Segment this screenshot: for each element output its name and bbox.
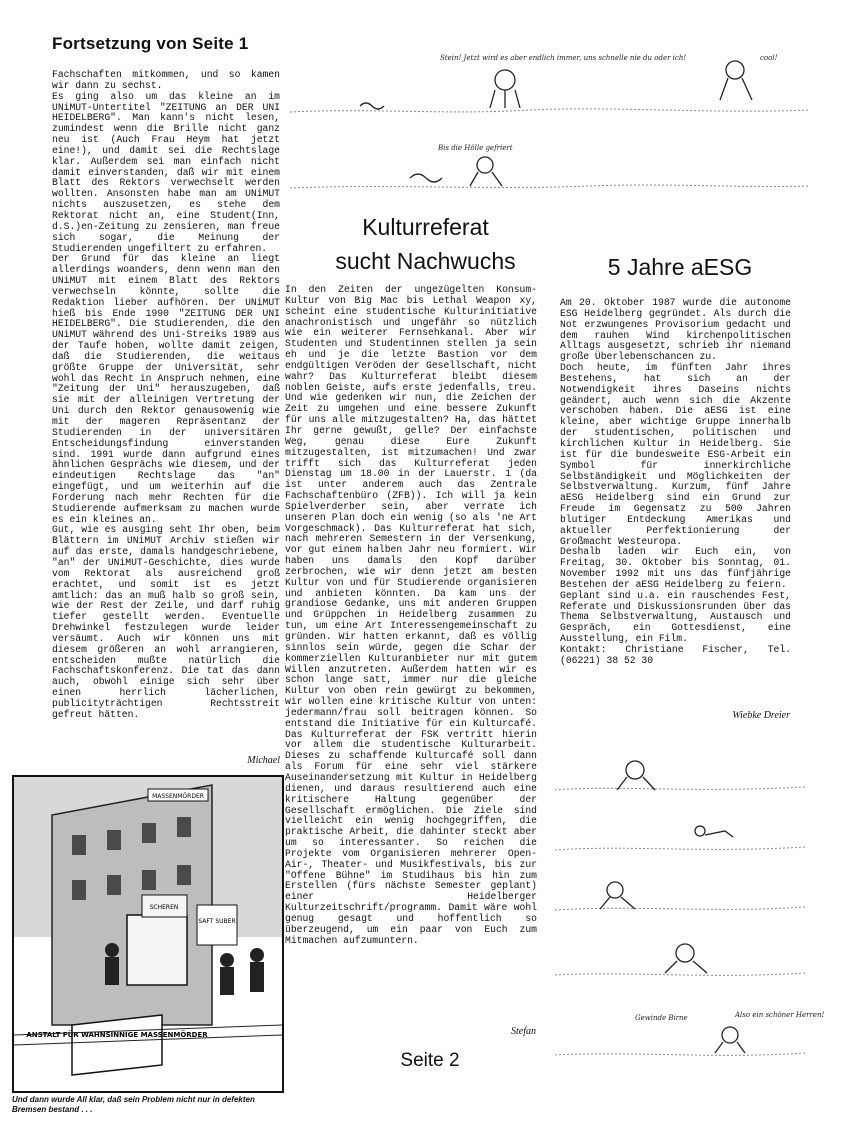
doodle-note-cool: cool! xyxy=(760,54,778,62)
right-signature: Wiebke Dreier xyxy=(732,710,790,721)
cartoon-caption: Und dann wurde All klar, daß sein Problem nicht nur in defekten Bremsen bestand . . . xyxy=(12,1095,255,1114)
right-article-body xyxy=(560,298,791,667)
cartoon-illustration xyxy=(12,775,284,1093)
left-paragraph: Gut, wie es ausging seht Ihr oben, beim Blättern im UNiMUT Archiv stießen wir auf das erste, damals handgeschriebene, "an" der UNiMUT-Geschichte, dies wurde vom Rektorat als ausreichend groß erachtet, und somit ist es jetzt amtlich: das an muß halb so groß sein, wie der Rest der Zeile, und darf ruhig tiefer gestellt werden. Eventuelle Drehwinkel festzulegen wurde leider versäumt. Auch wir können uns mit diesem größeren an wohl arrangieren, entscheiden mußte natürlich die Fachschaftskonferenz. Die tat das dann auch, obwohl einige sich sehr über einen herrlich lächerlichen, publicityträchtigen Rechtsstreit gefreut hätten. xyxy=(52,524,280,720)
building-sign-text: MASSENMÖRDER xyxy=(152,793,204,800)
right-paragraph: Doch heute, im fünften Jahr ihres Bestehens, hat sich an der Notwendigkeit ihres Daseins nichts geändert, auch wenn sich die Akzente verschoben haben. Die aESG ist eine kleine, aber wichtige Gruppe innerhalb der studentischen, politischen und kirchlichen Kultur in Heidelberg. Sie ist für die bundesweite ESG-Arbeit ein Symbol für innerkirchliche Selbständigkeit und Möglichkeiten der Selbstverwaltung. Kurzum, fünf Jahre aESG Heidelberg sind ein Grund zur Freude im Gegensatz zu 500 Jahren blutiger Entdeckung Amerikas und aktueller Perfektionierung der Großmacht Westeuropa. xyxy=(560,362,791,547)
doodle-strip-right xyxy=(555,735,825,1080)
doodle-note-bottom-right: Also ein schöner Herren! xyxy=(735,1011,825,1019)
doodle-column-right xyxy=(555,735,825,1080)
middle-article-body xyxy=(285,285,537,946)
right-article-title: 5 Jahre aESG xyxy=(607,254,753,280)
left-article-body xyxy=(52,70,280,721)
truck-sign-text: SCHEREN xyxy=(149,904,179,911)
doodle-note-bottom-left: Gewinde Birne xyxy=(635,1014,688,1022)
middle-paragraph: In den Zeiten der ungezügelten Konsum-Kultur von Big Mac bis Lethal Weapon xy, scheint eine studentische Kulturinitiative anachronistisch und ungefähr so nützlich wie ein weiterer Fernsehkanal. Aber wir Studenten und Studentinnen stellen ja sein eh und je die letzte Bastion vor dem endgültigen Veröden der Gesellschaft, nicht wahr? Das Kulturreferat bleibt diesem noblen Geiste, aufs erste jedenfalls, treu. Und wie gedenken wir nun, die Zeichen der Zeit zu umgehen und eine bessere Zukunft für uns alle mitzugestalten? Ha, das hättet Ihr gerne gewußt, gelle? Der einfachste Weg, genau diese Eure Zukunft mitzugestalten, ist mitzumachen! Und zwar trifft sich das Kulturreferat jeden Dienstag um 18.00 in der Lauerstr. 1 (da ist unter anderem auch das Zentrale Fachschaftenbüro (ZFB)). Ich will ja kein Spielverderber sein, aber verrate ich unseren Plan doch ein wenig (so als 'ne Art Vorgeschmack). Das Kulturreferat hat sich, nach mehreren Semestern in der Versenkung, vor gut einem halben Jahr neu formiert. Wir haben uns damals den Kopf darüber zerbrochen, wie wir denn jetzt am besten Kultur von und für Studierende organisieren und anbieten könnten. Da kam uns der grandiose Gedanke, uns mit anderen Gruppen und Grüppchen in Heidelberg zusammen zu tun, um eine Art Interessengemeinschaft zu gründen. Wir hatten erkannt, daß es völlig sinnlos sein würde, gegen die Schar der kommerziellen Kulturanbieter nur mit gutem Willen anzutreten. Außerdem hatten wir es schon lange satt, immer nur die gleiche Kultur von oben rein gewürgt zu bekommen, wir wollen eine kritische Kultur von unten: jedermann/frau soll beitragen können. So entstand die Initiative für ein Kulturcafé. Das Kulturreferat der FSK vertritt hierin vor allem die studentische Kulturarbeit. Dieses zu schaffende Kulturcafé soll dann als Forum für eine sehr viel stärkere Auseinandersetzung mit Kultur in Heidelberg dienen, und daraus resultierend auch eine kritischere Haltung gegenüber der Gesellschaft ermöglichen. Die Ziele sind vielleicht ein wenig hochgegriffen, die praktische Arbeit, die dahinter steckt aber um so interessanter. So reichen die Projekte vom Organisieren mehrerer Open-Air-, Theater- und Musikfestivals, bis zur "Offene Bühne" im Studihaus bis hin zum Erstellen (fürs nächste Semester geplant) einer Heidelberger Kulturzeitschrift/programm. Damit wäre wohl genug gesagt und hoffentlich so überzeugend, um ein paar von Euch zum Mitmachen aufzumuntern. xyxy=(285,284,537,946)
doodle-banner-top xyxy=(290,40,810,190)
left-signature: Michael xyxy=(247,755,280,766)
doodle-note-mid: Bis die Hölle gefriert xyxy=(438,144,513,152)
page-number-label: Seite 2 xyxy=(400,1050,460,1071)
continuation-heading: Fortsetzung von Seite 1 xyxy=(52,34,249,53)
right-paragraph: Kontakt: Christiane Fischer, Tel. (06221) 38 52 30 xyxy=(560,644,791,666)
cafe-sign-text: SAFT SUBER xyxy=(198,918,236,925)
right-paragraph: Geplant sind u.a. ein rauschendes Fest, Referate und Diskussionsrunden über das Thema Selbstverwaltung, Austausch und Gespräch, ein Gottesdienst, eine Ausstellung, ein Film. xyxy=(560,589,791,645)
cartoon-drawing xyxy=(12,775,284,1093)
middle-article-title-line2: sucht Nachwuchs xyxy=(335,248,516,274)
right-paragraph: Deshalb laden wir Euch ein, von Freitag, 30. Oktober bis Sonntag, 01. November 1992 mit uns das fünfjährige Bestehen der aESG Heidelberg zu feiern. xyxy=(560,546,791,590)
right-paragraph: Am 20. Oktober 1987 wurde die autonome ESG Heidelberg gegründet. Als durch die Not erzwungenes Provisorium gedacht und dem rauhen Wind kirchenpolitischen Alltags ausgesetzt, schrieb ihr niemand große Überlebenschancen zu. xyxy=(560,297,791,363)
doodle-note-top: Stein! Jetzt wird es aber endlich immer, uns schnelle nie du oder ich! xyxy=(440,54,687,62)
doodle-strip-top xyxy=(290,40,810,190)
middle-article-title-line1: Kulturreferat xyxy=(362,214,489,240)
middle-signature: Stefan xyxy=(511,1026,536,1037)
asylum-sign-text: ANSTALT FÜR WAHNSINNIGE MASSENMÖRDER xyxy=(26,1031,208,1039)
left-paragraph: Es ging also um das kleine an im UNiMUT-Untertitel "ZEITUNG an DER UNI HEIDELBERG". Man kann's nicht lesen, zumindest wenn die Brille nicht ganz neu ist (Auch Frau Heym hat jetzt eine!), und damit sei die Rechtslage klar. Außerdem sei man einfach nicht damit einverstanden, daß wir mit einem Blatt des Rektors verwechselt werden wollten. Ansonsten habe man am UNiMUT nichts auszusetzen, es stehe dem Rektorat nicht an, eine Student(Inn, d.S.)en-Zeitung zu zensieren, man freue sich sogar, die Meinung der Studierenden ungefiltert zu erfahren. xyxy=(52,90,280,254)
left-paragraph: Fachschaften mitkommen, und so kamen wir dann zu sechst. xyxy=(52,69,280,91)
left-paragraph: Der Grund für das kleine an liegt allerdings woanders, denn wenn man den UNiMUT mit einem Blatt des Rektors verwechseln könnte, sollte die Redaktion lieber aufhören. Der UNiMUT hieß bis Ende 1990 "ZEITUNG DER UNI HEIDELBERG". Die Studierenden, die den UNiMUT während des Uni-Streiks 1989 aus der Taufe hoben, wollte damit zeigen, daß die Studierenden, die weitaus größte Gruppe der Universität, sehr wohl das Recht in Anspruch nehmen, eine "Zeitung der Uni" herauszugeben, daß sie mit der alleinigen Vertretung der Uni durch den Rektor genausowenig wie mit der mageren Repräsentanz der Studierenden in der universitären Entscheidungsfindung einverstanden sind. 1991 wurde dann aufgrund eines ähnlichen Gesprächs wie diesem, und der eindeutigen Rechtslage das "an" eingefügt, und um weiterhin auf die Forderung nach mehr Rechten für die Studierende aufmerksam zu machen wurde es ein kleines an. xyxy=(52,253,280,525)
